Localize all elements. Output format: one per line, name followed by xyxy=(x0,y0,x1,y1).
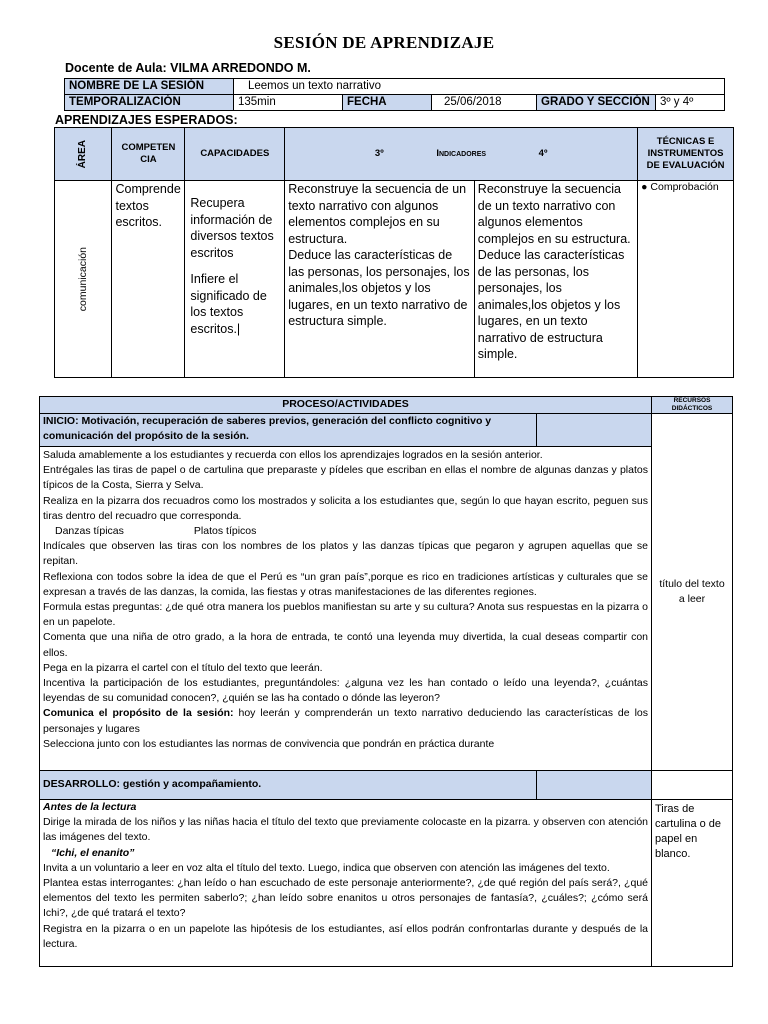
desarrollo-p3: Plantea estas interrogantes: ¿han leído o han escuchado de este personaje anteriormente?, ¿de qué región del país será?, ¿qué elementos del texto les permiten saberlo?; ¿han leído sobre enanitos u otros personajes de fantasía?, ¿cuáles?; ¿cómo será Ichi?, ¿de qué tratará el texto? xyxy=(43,877,648,920)
indicator-4-a: Reconstruye la secuencia de un texto narrativo con algunos elementos complejos en su estructura. xyxy=(477,182,631,246)
inicio-resource: título del texto a leer xyxy=(652,414,733,771)
box-dances: Danzas típicas xyxy=(55,525,124,538)
technique-value: Comprobación xyxy=(650,181,719,193)
competence-header: COMPETEN CIA xyxy=(112,128,185,181)
grade4-header: 4º xyxy=(538,148,548,159)
capacities-cell xyxy=(185,181,285,378)
inicio-p7: Comenta que una niña de otro grado, a la hora de entrada, te contó una leyenda muy divertida, la cual deseas compartir con ellos. xyxy=(43,631,648,659)
area-cell xyxy=(55,181,112,378)
expected-learning-table xyxy=(54,127,734,378)
desarrollo-title: DESARROLLO: gestión y acompañamiento. xyxy=(40,771,537,800)
indicators-label: Indicadores xyxy=(436,148,487,159)
teacher-name: Docente de Aula: VILMA ARREDONDO M. xyxy=(65,61,311,75)
inicio-title: INICIO: Motivación, recuperación de saberes previos, generación del conflicto cognitivo y comunicación del propósito de la sesión. xyxy=(40,414,537,447)
inicio-p6: Formula estas preguntas: ¿de qué otra manera los pueblos manifiestan su arte y su cultura? Anota sus respuestas en la pizarra o en un papelote. xyxy=(43,601,648,629)
desarrollo-p1: Dirige la mirada de los niños y las niñas hacia el título del texto que previamente colocaste en la pizarra. y observen con atención las imágenes del texto. xyxy=(43,816,648,844)
process-table xyxy=(39,396,733,967)
desarrollo-sub: Antes de la lectura xyxy=(43,801,137,813)
inicio-boxes xyxy=(43,524,648,539)
session-name-label: NOMBRE DE LA SESIÓN xyxy=(65,79,234,95)
indicators-grade3-cell xyxy=(285,181,475,378)
grade3-header: 3º xyxy=(374,148,384,159)
bullet-icon: ● xyxy=(641,181,648,193)
techniques-header: TÉCNICAS E INSTRUMENTOS DE EVALUACIÓN xyxy=(638,128,734,181)
page-title: SESIÓN DE APRENDIZAJE xyxy=(273,33,495,52)
resources-header: RECURSOS DIDÁCTICOS xyxy=(652,397,733,414)
inicio-p10-text: hoy leerán y comprenderán un texto narrativo deduciendo las características de los personajes y lugares xyxy=(43,707,649,735)
process-header: PROCESO/ACTIVIDADES xyxy=(40,397,652,414)
date-label: FECHA xyxy=(343,95,432,111)
grade-label: GRADO Y SECCIÓN xyxy=(537,95,656,111)
competence-cell: Comprende textos escritos. xyxy=(112,181,185,378)
desarrollo-body xyxy=(40,800,652,967)
inicio-title-blank xyxy=(537,414,652,447)
duration-value: 135min xyxy=(234,95,343,111)
date-value: 25/06/2018 xyxy=(432,95,537,111)
inicio-p10-bold: Comunica el propósito de la sesión: xyxy=(43,707,234,720)
inicio-p2: Entrégales las tiras de papel o de cartulina que preparaste y pídeles que escriban en ellas el nombre de algunas danzas y platos típicos de la Costa, Sierra y Selva. xyxy=(43,464,648,492)
technique-cell xyxy=(638,181,734,378)
session-info-table xyxy=(64,78,725,111)
inicio-p5: Reflexiona con todos sobre la idea de que el Perú es “un gran país”,porque es rico en tradiciones artísticas y culturales que se expresan a través de las danzas, la comida, las fiestas y otras manifestaciones de las diferentes regiones. xyxy=(43,570,648,598)
inicio-p11: Selecciona junto con los estudiantes las normas de convivencia que pondrán en práctica durante xyxy=(43,737,495,750)
session-name-value: Leemos un texto narrativo xyxy=(234,79,725,95)
duration-label: TEMPORALIZACIÓN xyxy=(65,95,234,111)
inicio-p1: Saluda amablemente a los estudiantes y recuerda con ellos los aprendizajes logrados en la sesión anterior. xyxy=(43,449,543,461)
desarrollo-p2: Invita a un voluntario a leer en voz alta el título del texto. Luego, indica que observen con atención las imágenes del texto. xyxy=(43,861,610,874)
inicio-p9: Incentiva la participación de los estudiantes, preguntándoles: ¿alguna vez les han contado o leído una leyenda?, ¿cuántas leyendas de su comunidad conocen?, ¿quién se las ha contado o dónde las leyeron? xyxy=(43,677,648,705)
indicator-4-b: Deduce las características de las personas, los personajes, los animales,los objetos y los lugares, en un texto narrativo de estructura simple. xyxy=(477,248,625,361)
indicator-3-b: Deduce las características de las personas, los personajes, los animales,los objetos y los lugares, en un texto narrativo de estructura simple. xyxy=(288,248,470,328)
area-value: comunicación xyxy=(76,246,89,312)
box-dishes: Platos típicos xyxy=(193,525,257,538)
inicio-p4: Indícales que observen las tiras con los nombres de los platos y las danzas típicas que pegaron y agrupen aquellas que se repitan. xyxy=(43,540,648,568)
desarrollo-resource: Tiras de cartulina o de papel en blanco. xyxy=(652,800,733,967)
capacity-1: Recupera información de diversos textos escritos xyxy=(190,196,274,260)
indicator-3-a: Reconstruye la secuencia de un texto narrativo con algunos elementos complejos en su estructura. xyxy=(288,182,467,246)
indicators-grade4-cell xyxy=(474,181,637,378)
desarrollo-title-blank xyxy=(537,771,652,800)
capacity-2: Infiere el significado de los textos escritos.| xyxy=(190,272,267,336)
indicators-header xyxy=(285,128,638,181)
story-title: “Ichi, el enanito” xyxy=(51,846,135,859)
inicio-p3: Realiza en la pizarra dos recuadros como los mostrados y solicita a los estudiantes que, según lo que hayan escrito, peguen sus tiras dentro del recuadro que corresponda. xyxy=(43,494,648,522)
desarrollo-p4: Registra en la pizarra o en un papelote las hipótesis de los estudiantes, así ellos podrán confrontarlas durante y después de la lectura. xyxy=(43,922,648,950)
area-header: ÁREA xyxy=(55,128,112,181)
capacities-header: CAPACIDADES xyxy=(185,128,285,181)
inicio-body xyxy=(40,447,652,771)
expected-learning-label: APRENDIZAJES ESPERADOS: xyxy=(55,113,238,127)
desarrollo-resource-top xyxy=(652,771,733,800)
inicio-p8: Pega en la pizarra el cartel con el título del texto que leerán. xyxy=(43,661,323,674)
inicio-p10 xyxy=(43,706,648,736)
grade-value: 3º y 4º xyxy=(656,95,725,111)
